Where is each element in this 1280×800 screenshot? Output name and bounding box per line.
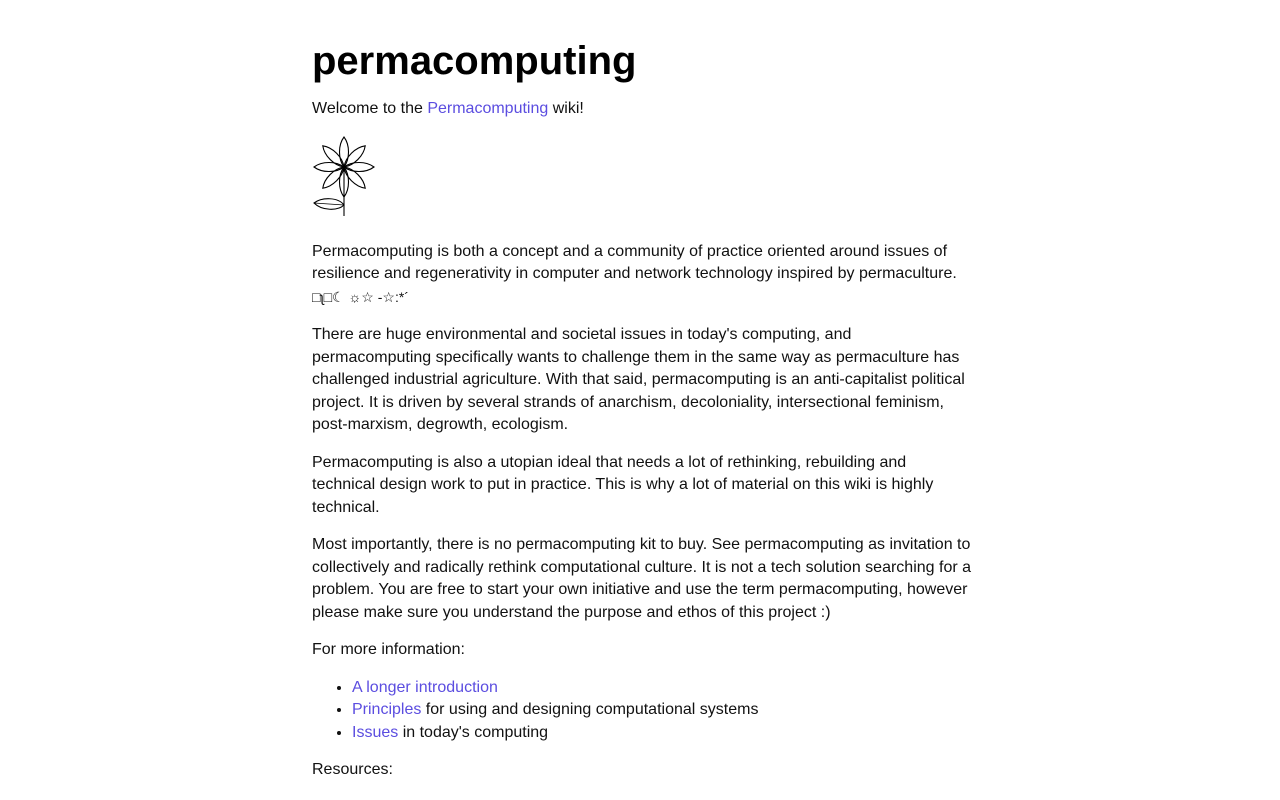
longer-introduction-link[interactable]: A longer introduction — [352, 678, 498, 696]
welcome-line — [312, 98, 972, 121]
paragraph-no-kit: Most importantly, there is no permacomputing kit to buy. See permacomputing as invitation to collectively and radically rethink computational culture. It is not a tech solution searching for a problem. You are free to start your own initiative and use the term permacomputing, however please make sure you understand the purpose and ethos of this project :) — [312, 536, 972, 621]
paragraph-utopian: Permacomputing is also a utopian ideal that needs a lot of rethinking, rebuilding and technical design work to put in practice. This is why a lot of material on this wiki is highly technical. — [312, 453, 934, 516]
permacomputing-link[interactable]: Permacomputing — [427, 100, 549, 117]
paragraph-intro-text: Permacomputing is both a concept and a community of practice oriented around issues of resilience and regenerativity in computer and network technology inspired by permaculture. — [312, 242, 957, 282]
principles-link[interactable]: Principles — [352, 701, 422, 718]
list-item — [352, 699, 972, 722]
issues-link[interactable]: Issues — [352, 723, 399, 741]
more-info-list — [312, 677, 972, 745]
welcome-suffix: wiki! — [548, 100, 584, 117]
more-info-label: For more information: — [312, 641, 465, 658]
list-item-text: in today's computing — [398, 723, 549, 741]
list-item — [352, 677, 972, 700]
list-item — [352, 722, 972, 745]
paragraph-issues: There are huge environmental and societal issues in today's computing, and permacomputing specifically wants to challenge them in the same way as permaculture has challenged industrial agriculture. With that said, permacomputing is an anti-capitalist political project. It is driven by several strands of anarchism, decoloniality, intersectional feminism, post-marxism, degrowth, ecologism. — [312, 326, 965, 433]
decorative-symbols: □ʅ□☾ ☼☆ -☆:*´ — [312, 288, 409, 305]
paragraph-intro — [312, 241, 972, 310]
welcome-prefix: Welcome to the — [312, 100, 428, 117]
resources-label: Resources: — [312, 761, 393, 778]
page-content — [312, 0, 972, 797]
flower-icon — [312, 135, 378, 217]
page-title: permacomputing — [312, 39, 637, 83]
list-item-text: for using and designing computational systems — [421, 701, 759, 718]
